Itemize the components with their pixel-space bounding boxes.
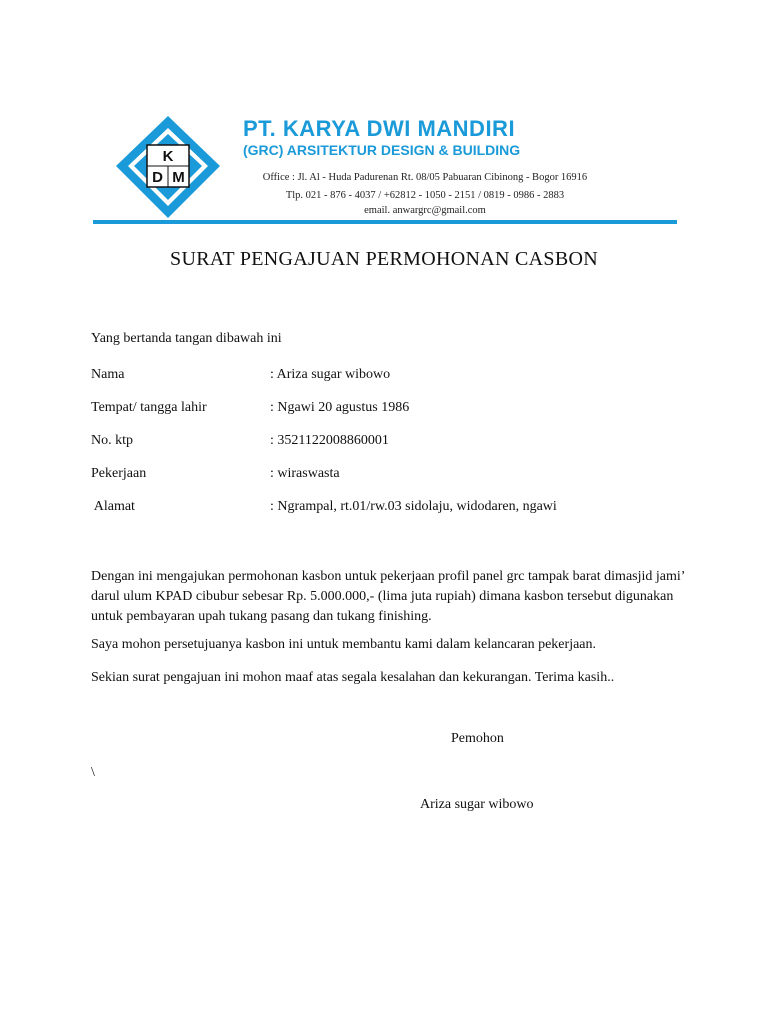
field-label-ttl: Tempat/ tangga lahir bbox=[91, 400, 207, 415]
logo-letter-m: M bbox=[172, 169, 185, 186]
logo-letter-d: D bbox=[152, 169, 163, 186]
field-value-alamat: : Ngrampal, rt.01/rw.03 sidolaju, widodaren, ngawi bbox=[270, 499, 557, 514]
field-label-nama: Nama bbox=[91, 367, 125, 382]
stray-mark: \ bbox=[91, 765, 95, 780]
field-value-nama: : Ariza sugar wibowo bbox=[270, 367, 391, 382]
letterhead-divider bbox=[93, 220, 677, 224]
phone-numbers: Tlp. 021 - 876 - 4037 / +62812 - 1050 - 2151 / 0819 - 0986 - 2883 bbox=[285, 190, 565, 201]
signature-role: Pemohon bbox=[451, 731, 504, 746]
field-value-ttl: : Ngawi 20 agustus 1986 bbox=[270, 400, 410, 415]
field-label-alamat: Alamat bbox=[91, 499, 135, 514]
field-value-pekerjaan: : wiraswasta bbox=[270, 466, 340, 481]
signature-name: Ariza sugar wibowo bbox=[420, 797, 534, 812]
body-paragraph-closing: Sekian surat pengajuan ini mohon maaf atas segala kesalahan dan kekurangan. Terima kasih.. bbox=[91, 670, 615, 685]
company-name: PT. KARYA DWI MANDIRI bbox=[243, 116, 516, 141]
letterhead bbox=[93, 96, 677, 224]
body-paragraph-approval: Saya mohon persetujuanya kasbon ini untuk membantu kami dalam kelancaran pekerjaan. bbox=[91, 637, 597, 652]
email-address: email. anwargrc@gmail.com bbox=[364, 205, 486, 216]
office-address: Office : Jl. Al - Huda Padurenan Rt. 08/05 Pabuaran Cibinong - Bogor 16916 bbox=[262, 172, 588, 183]
body-paragraph-request: Dengan ini mengajukan permohonan kasbon untuk pekerjaan profil panel grc tampak barat dimasjid jami’ darul ulum KPAD cibubur sebesar Rp. 5.000.000,- (lima juta rupiah) dimana kasbon tersebut digunakan untuk pembayaran upah tukang pasang dan tukang finishing. bbox=[91, 569, 685, 624]
letter-title: SURAT PENGAJUAN PERMOHONAN CASBON bbox=[170, 248, 598, 270]
company-logo bbox=[113, 114, 223, 220]
field-label-pekerjaan: Pekerjaan bbox=[91, 466, 147, 481]
intro-text: Yang bertanda tangan dibawah ini bbox=[91, 331, 282, 346]
field-value-ktp: : 3521122008860001 bbox=[270, 433, 389, 448]
logo-letter-k: K bbox=[162, 148, 174, 165]
company-tagline: (GRC) ARSITEKTUR DESIGN & BUILDING bbox=[243, 142, 521, 158]
field-label-ktp: No. ktp bbox=[91, 433, 133, 448]
